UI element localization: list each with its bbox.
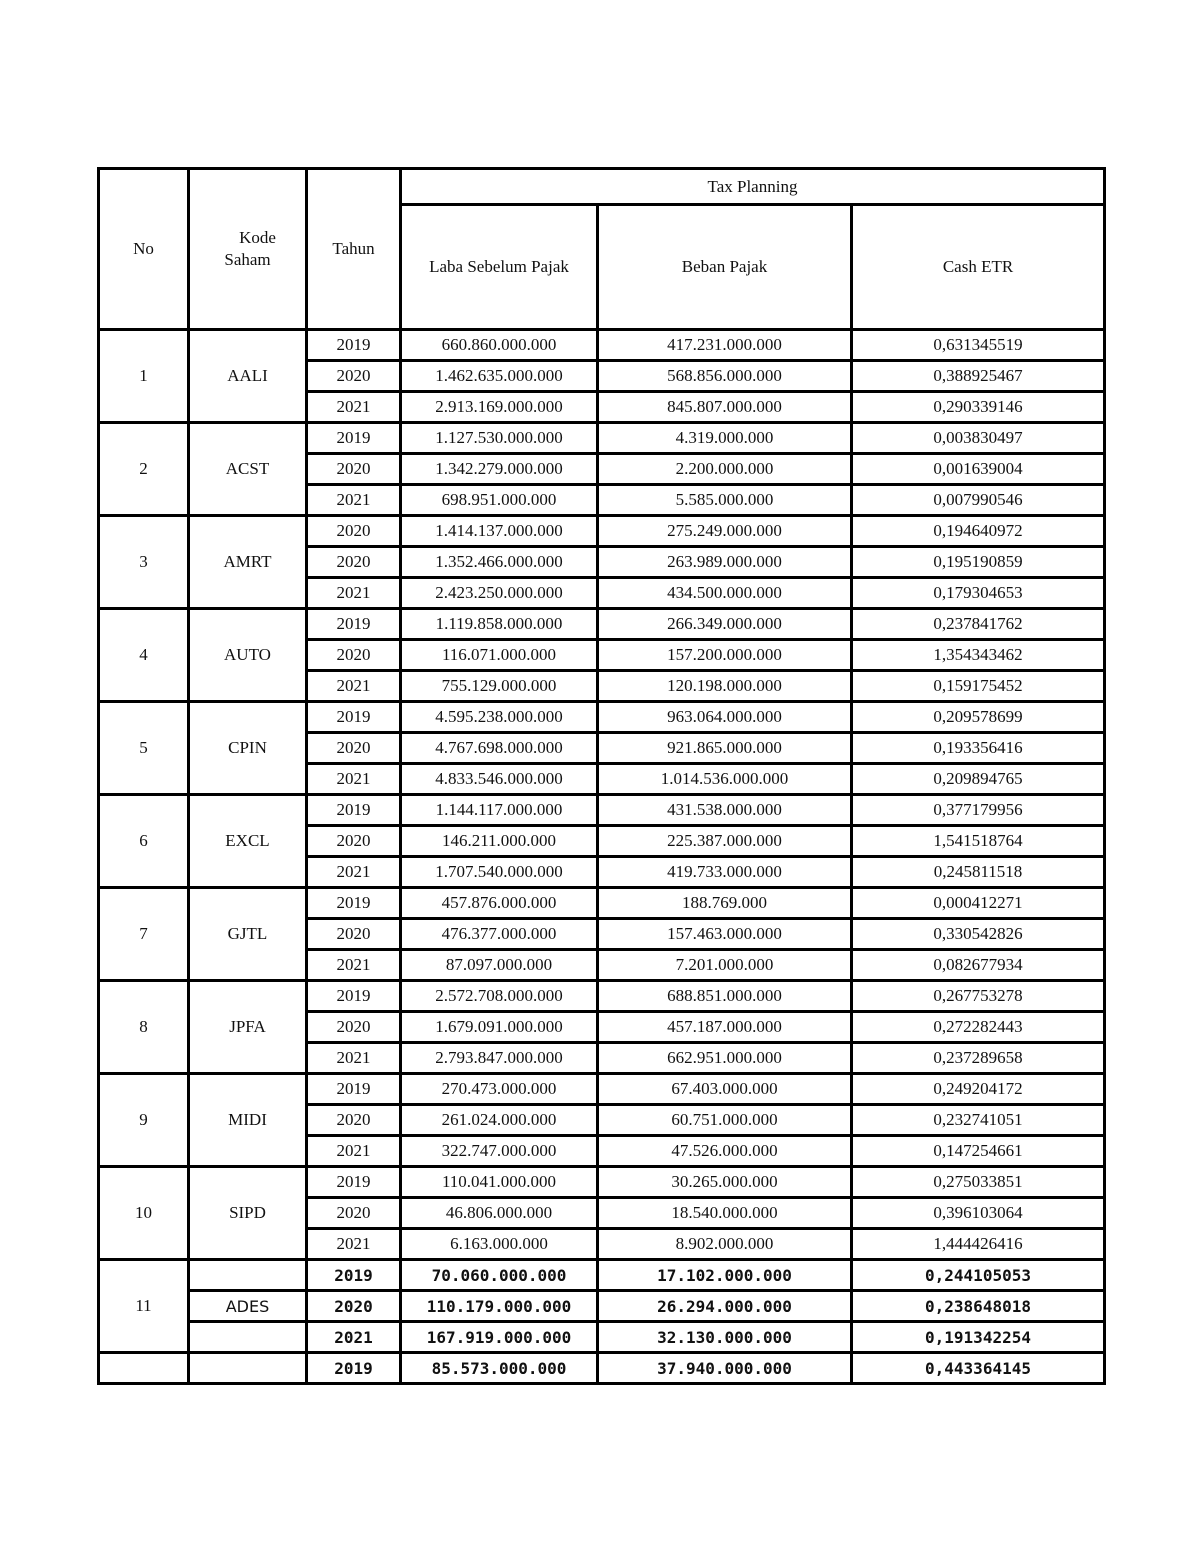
- cell-laba: 698.951.000.000: [401, 485, 598, 516]
- cell-etr: 0,195190859: [852, 547, 1105, 578]
- header-tax-planning: Tax Planning: [401, 169, 1105, 205]
- cell-etr: 0,377179956: [852, 795, 1105, 826]
- cell-laba: 261.024.000.000: [401, 1105, 598, 1136]
- cell-tahun: 2020: [307, 516, 401, 547]
- table-row: [99, 1353, 1105, 1384]
- row-kode-empty: [189, 1322, 307, 1353]
- cell-tahun: 2020: [307, 1105, 401, 1136]
- cell-beban: 30.265.000.000: [598, 1167, 852, 1198]
- cell-etr: 0,388925467: [852, 361, 1105, 392]
- table-row: [99, 330, 1105, 361]
- cell-laba: 660.860.000.000: [401, 330, 598, 361]
- row-kode-empty: [189, 1260, 307, 1291]
- row-no: 9: [99, 1074, 189, 1167]
- cell-tahun: 2019: [307, 888, 401, 919]
- cell-beban: 263.989.000.000: [598, 547, 852, 578]
- cell-etr: 0,290339146: [852, 392, 1105, 423]
- header-tahun: Tahun: [307, 169, 401, 330]
- cell-tahun: 2021: [307, 671, 401, 702]
- cell-beban: 7.201.000.000: [598, 950, 852, 981]
- table-header: [99, 169, 1105, 330]
- cell-beban: 417.231.000.000: [598, 330, 852, 361]
- cell-laba: 1.679.091.000.000: [401, 1012, 598, 1043]
- cell-tahun: 2020: [307, 361, 401, 392]
- row-kode: JPFA: [189, 981, 307, 1074]
- cell-beban: 47.526.000.000: [598, 1136, 852, 1167]
- cell-etr: 0,001639004: [852, 454, 1105, 485]
- table-body-bold: [99, 1260, 1105, 1384]
- cell-etr: 0,396103064: [852, 1198, 1105, 1229]
- cell-etr: 0,267753278: [852, 981, 1105, 1012]
- header-kode-line1: Kode: [239, 228, 276, 247]
- cell-laba: 4.833.546.000.000: [401, 764, 598, 795]
- table-row: [99, 516, 1105, 547]
- table-row: [99, 609, 1105, 640]
- cell-tahun: 2021: [307, 950, 401, 981]
- cell-tahun: 2020: [307, 547, 401, 578]
- cell-beban: 275.249.000.000: [598, 516, 852, 547]
- cell-etr: 0,179304653: [852, 578, 1105, 609]
- table-row: [99, 1322, 1105, 1353]
- cell-etr: 0,245811518: [852, 857, 1105, 888]
- cell-tahun: 2021: [307, 578, 401, 609]
- cell-etr: 0,238648018: [852, 1291, 1105, 1322]
- cell-beban: 8.902.000.000: [598, 1229, 852, 1260]
- cell-etr: 1,354343462: [852, 640, 1105, 671]
- row-no: 7: [99, 888, 189, 981]
- cell-tahun: 2019: [307, 1074, 401, 1105]
- cell-tahun: 2021: [307, 485, 401, 516]
- cell-tahun: 2019: [307, 423, 401, 454]
- row-no: 4: [99, 609, 189, 702]
- cell-etr: 0,443364145: [852, 1353, 1105, 1384]
- cell-etr: 0,330542826: [852, 919, 1105, 950]
- row-kode: AALI: [189, 330, 307, 423]
- cell-beban: 26.294.000.000: [598, 1291, 852, 1322]
- cell-laba: 1.127.530.000.000: [401, 423, 598, 454]
- row-no: [99, 1353, 189, 1384]
- cell-laba: 6.163.000.000: [401, 1229, 598, 1260]
- cell-tahun: 2019: [307, 1353, 401, 1384]
- cell-beban: 2.200.000.000: [598, 454, 852, 485]
- cell-etr: 0,082677934: [852, 950, 1105, 981]
- cell-beban: 457.187.000.000: [598, 1012, 852, 1043]
- cell-etr: 0,232741051: [852, 1105, 1105, 1136]
- cell-etr: 0,007990546: [852, 485, 1105, 516]
- row-kode: AMRT: [189, 516, 307, 609]
- cell-beban: 37.940.000.000: [598, 1353, 852, 1384]
- header-no: No: [99, 169, 189, 330]
- row-kode: AUTO: [189, 609, 307, 702]
- cell-beban: 18.540.000.000: [598, 1198, 852, 1229]
- cell-tahun: 2019: [307, 609, 401, 640]
- cell-etr: 0,147254661: [852, 1136, 1105, 1167]
- cell-tahun: 2019: [307, 702, 401, 733]
- table-row: [99, 888, 1105, 919]
- row-no: 10: [99, 1167, 189, 1260]
- row-kode: ACST: [189, 423, 307, 516]
- row-no: 5: [99, 702, 189, 795]
- cell-laba: 270.473.000.000: [401, 1074, 598, 1105]
- cell-beban: 188.769.000: [598, 888, 852, 919]
- cell-laba: 457.876.000.000: [401, 888, 598, 919]
- cell-etr: 0,159175452: [852, 671, 1105, 702]
- cell-beban: 1.014.536.000.000: [598, 764, 852, 795]
- cell-etr: 1,541518764: [852, 826, 1105, 857]
- cell-tahun: 2021: [307, 1322, 401, 1353]
- row-kode: ADES: [189, 1291, 307, 1322]
- cell-etr: 0,237841762: [852, 609, 1105, 640]
- cell-tahun: 2021: [307, 392, 401, 423]
- cell-beban: 120.198.000.000: [598, 671, 852, 702]
- row-no: 6: [99, 795, 189, 888]
- row-no: 8: [99, 981, 189, 1074]
- cell-laba: 87.097.000.000: [401, 950, 598, 981]
- cell-beban: 67.403.000.000: [598, 1074, 852, 1105]
- cell-laba: 110.179.000.000: [401, 1291, 598, 1322]
- cell-beban: 225.387.000.000: [598, 826, 852, 857]
- cell-laba: 1.144.117.000.000: [401, 795, 598, 826]
- table-row: [99, 423, 1105, 454]
- table-row: [99, 1074, 1105, 1105]
- table-row: [99, 981, 1105, 1012]
- header-laba-sebelum-pajak: Laba Sebelum Pajak: [401, 205, 598, 330]
- cell-etr: 0,209894765: [852, 764, 1105, 795]
- cell-beban: 845.807.000.000: [598, 392, 852, 423]
- row-kode: [189, 1353, 307, 1384]
- cell-tahun: 2020: [307, 1012, 401, 1043]
- row-kode: MIDI: [189, 1074, 307, 1167]
- cell-laba: 167.919.000.000: [401, 1322, 598, 1353]
- cell-etr: 0,249204172: [852, 1074, 1105, 1105]
- cell-laba: 2.423.250.000.000: [401, 578, 598, 609]
- cell-laba: 4.767.698.000.000: [401, 733, 598, 764]
- cell-tahun: 2021: [307, 857, 401, 888]
- cell-etr: 0,209578699: [852, 702, 1105, 733]
- cell-etr: 0,244105053: [852, 1260, 1105, 1291]
- cell-laba: 70.060.000.000: [401, 1260, 598, 1291]
- cell-tahun: 2019: [307, 330, 401, 361]
- cell-beban: 157.200.000.000: [598, 640, 852, 671]
- header-cash-etr: Cash ETR: [852, 205, 1105, 330]
- cell-beban: 921.865.000.000: [598, 733, 852, 764]
- cell-tahun: 2020: [307, 733, 401, 764]
- cell-beban: 157.463.000.000: [598, 919, 852, 950]
- cell-laba: 116.071.000.000: [401, 640, 598, 671]
- cell-beban: 963.064.000.000: [598, 702, 852, 733]
- cell-tahun: 2020: [307, 1291, 401, 1322]
- cell-etr: 0,631345519: [852, 330, 1105, 361]
- cell-laba: 85.573.000.000: [401, 1353, 598, 1384]
- cell-etr: 0,191342254: [852, 1322, 1105, 1353]
- cell-laba: 1.119.858.000.000: [401, 609, 598, 640]
- cell-etr: 0,275033851: [852, 1167, 1105, 1198]
- cell-tahun: 2020: [307, 454, 401, 485]
- cell-laba: 1.352.466.000.000: [401, 547, 598, 578]
- cell-laba: 146.211.000.000: [401, 826, 598, 857]
- cell-beban: 568.856.000.000: [598, 361, 852, 392]
- cell-laba: 110.041.000.000: [401, 1167, 598, 1198]
- row-kode: CPIN: [189, 702, 307, 795]
- table-row: [99, 1167, 1105, 1198]
- cell-tahun: 2019: [307, 981, 401, 1012]
- cell-laba: 4.595.238.000.000: [401, 702, 598, 733]
- table-body: [99, 330, 1105, 1260]
- cell-etr: 1,444426416: [852, 1229, 1105, 1260]
- cell-laba: 1.707.540.000.000: [401, 857, 598, 888]
- cell-laba: 476.377.000.000: [401, 919, 598, 950]
- cell-beban: 688.851.000.000: [598, 981, 852, 1012]
- cell-tahun: 2020: [307, 1198, 401, 1229]
- cell-tahun: 2019: [307, 1167, 401, 1198]
- table-row: [99, 795, 1105, 826]
- header-kode-line2: Saham: [224, 250, 271, 269]
- cell-etr: 0,000412271: [852, 888, 1105, 919]
- cell-beban: 17.102.000.000: [598, 1260, 852, 1291]
- cell-laba: 2.572.708.000.000: [401, 981, 598, 1012]
- cell-etr: 0,237289658: [852, 1043, 1105, 1074]
- table-row: [99, 1291, 1105, 1322]
- cell-beban: 266.349.000.000: [598, 609, 852, 640]
- cell-tahun: 2021: [307, 1229, 401, 1260]
- cell-beban: 5.585.000.000: [598, 485, 852, 516]
- table-row: [99, 702, 1105, 733]
- cell-tahun: 2021: [307, 764, 401, 795]
- cell-tahun: 2020: [307, 826, 401, 857]
- cell-beban: 4.319.000.000: [598, 423, 852, 454]
- cell-laba: 2.913.169.000.000: [401, 392, 598, 423]
- cell-tahun: 2020: [307, 640, 401, 671]
- cell-beban: 419.733.000.000: [598, 857, 852, 888]
- table-row: [99, 1260, 1105, 1291]
- cell-tahun: 2019: [307, 1260, 401, 1291]
- cell-beban: 60.751.000.000: [598, 1105, 852, 1136]
- cell-laba: 1.462.635.000.000: [401, 361, 598, 392]
- cell-beban: 431.538.000.000: [598, 795, 852, 826]
- row-kode: SIPD: [189, 1167, 307, 1260]
- row-no: 2: [99, 423, 189, 516]
- cell-beban: 662.951.000.000: [598, 1043, 852, 1074]
- cell-etr: 0,194640972: [852, 516, 1105, 547]
- cell-etr: 0,003830497: [852, 423, 1105, 454]
- cell-beban: 32.130.000.000: [598, 1322, 852, 1353]
- cell-laba: 46.806.000.000: [401, 1198, 598, 1229]
- cell-tahun: 2021: [307, 1136, 401, 1167]
- row-no: 11: [99, 1260, 189, 1353]
- cell-laba: 322.747.000.000: [401, 1136, 598, 1167]
- cell-laba: 1.342.279.000.000: [401, 454, 598, 485]
- cell-tahun: 2019: [307, 795, 401, 826]
- cell-tahun: 2020: [307, 919, 401, 950]
- cell-laba: 1.414.137.000.000: [401, 516, 598, 547]
- header-kode-saham: [189, 169, 307, 330]
- cell-tahun: 2021: [307, 1043, 401, 1074]
- cell-beban: 434.500.000.000: [598, 578, 852, 609]
- tax-planning-table: [97, 167, 1106, 1385]
- cell-laba: 755.129.000.000: [401, 671, 598, 702]
- row-kode: GJTL: [189, 888, 307, 981]
- row-no: 3: [99, 516, 189, 609]
- row-kode: EXCL: [189, 795, 307, 888]
- row-no: 1: [99, 330, 189, 423]
- cell-etr: 0,193356416: [852, 733, 1105, 764]
- cell-laba: 2.793.847.000.000: [401, 1043, 598, 1074]
- header-beban-pajak: Beban Pajak: [598, 205, 852, 330]
- cell-etr: 0,272282443: [852, 1012, 1105, 1043]
